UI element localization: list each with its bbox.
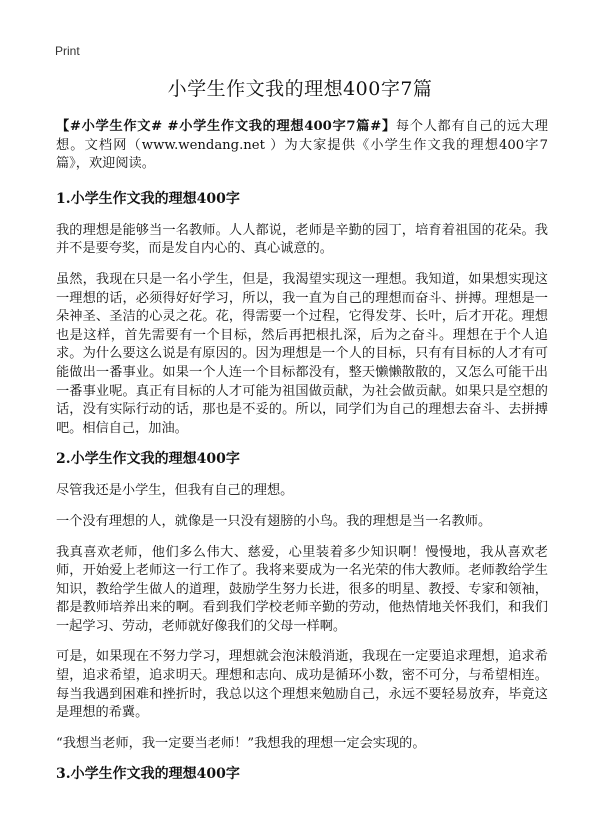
intro-paragraph xyxy=(56,118,548,174)
intro-bold: 【#小学生作文# #小学生作文我的理想400字7篇#】 xyxy=(56,119,396,134)
section-heading-1: 1.小学生作文我的理想400字 xyxy=(56,190,240,207)
intro-text: 每个人都有自己的远大理想。文档网（www.wendang.net ）为大家提供《小学生作文我的理想400字7篇》，欢迎阅读。 xyxy=(56,119,548,172)
paragraph: 我真喜欢老师，他们多么伟大、慈爱，心里装着多少知识啊！慢慢地，我从喜欢老师，开始爱上老师这一行工作了。我将来要成为一名光荣的伟大教师。老师教给学生知识，教给学生做人的道理，鼓励学生努力长进，很多的明星、教授、专家和领袖，都是教师培养出来的啊。看到我们学校老师辛勤的劳动，他热情地关怀我们，和我们一起学习、劳动，老师就好像我们的父母一样啊。 xyxy=(56,544,548,634)
paragraph: 虽然，我现在只是一名小学生，但是，我渴望实现这一理想。我知道，如果想实现这一理想的话，必须得好好学习，所以，我一直为自己的理想而奋斗、拼搏。理想是一朵神圣、圣洁的心灵之花。花，得需要一个过程，它得发芽、长叶，后才开花。理想也是这样，首先需要有一个目标，然后再把根扎深，后为之奋斗。理想在于个人追求。为什么要这么说是有原因的。因为理想是一个人的目标，只有有目标的人才有可能做出一番事业。如果一个人连一个目标都没有，整天懒懒散散的，又怎么可能干出一番事业呢。真正有目标的人才可能为祖国做贡献，为社会做贡献。如果只是空想的话，没有实际行动的话，那也是不妥的。所以，同学们为自己的理想去奋斗、去拼搏吧。相信自己，加油。 xyxy=(56,271,548,436)
paragraph: 我的理想是能够当一名教师。人人都说，老师是辛勤的园丁，培育着祖国的花朵。我并不是要夸奖，而是发自内心的、真心诚意的。 xyxy=(56,222,548,257)
paragraph: “我想当老师，我一定要当老师！”我想我的理想一定会实现的。 xyxy=(56,735,426,751)
paragraph: 一个没有理想的人，就像是一只没有翅膀的小鸟。我的理想是当一名教师。 xyxy=(56,513,492,529)
document-body xyxy=(56,118,548,797)
paragraph: 尽管我还是小学生，但我有自己的理想。 xyxy=(56,483,294,499)
section-heading-3: 3.小学生作文我的理想400字 xyxy=(56,766,240,783)
section-heading-2: 2.小学生作文我的理想400字 xyxy=(56,451,240,468)
print-label[interactable]: Print xyxy=(55,44,80,58)
page-title: 小学生作文我的理想400字7篇 xyxy=(167,78,433,100)
paragraph: 可是，如果现在不努力学习，理想就会泡沫般消逝，我现在一定要追求理想，追求希望，追求希望，追求明天。理想和志向、成功是循环小数，密不可分，与希望相连。每当我遇到困难和挫折时，我总以这个理想来勉励自己，永远不要轻易放弃，毕竟这是理想的希冀。 xyxy=(56,649,548,721)
